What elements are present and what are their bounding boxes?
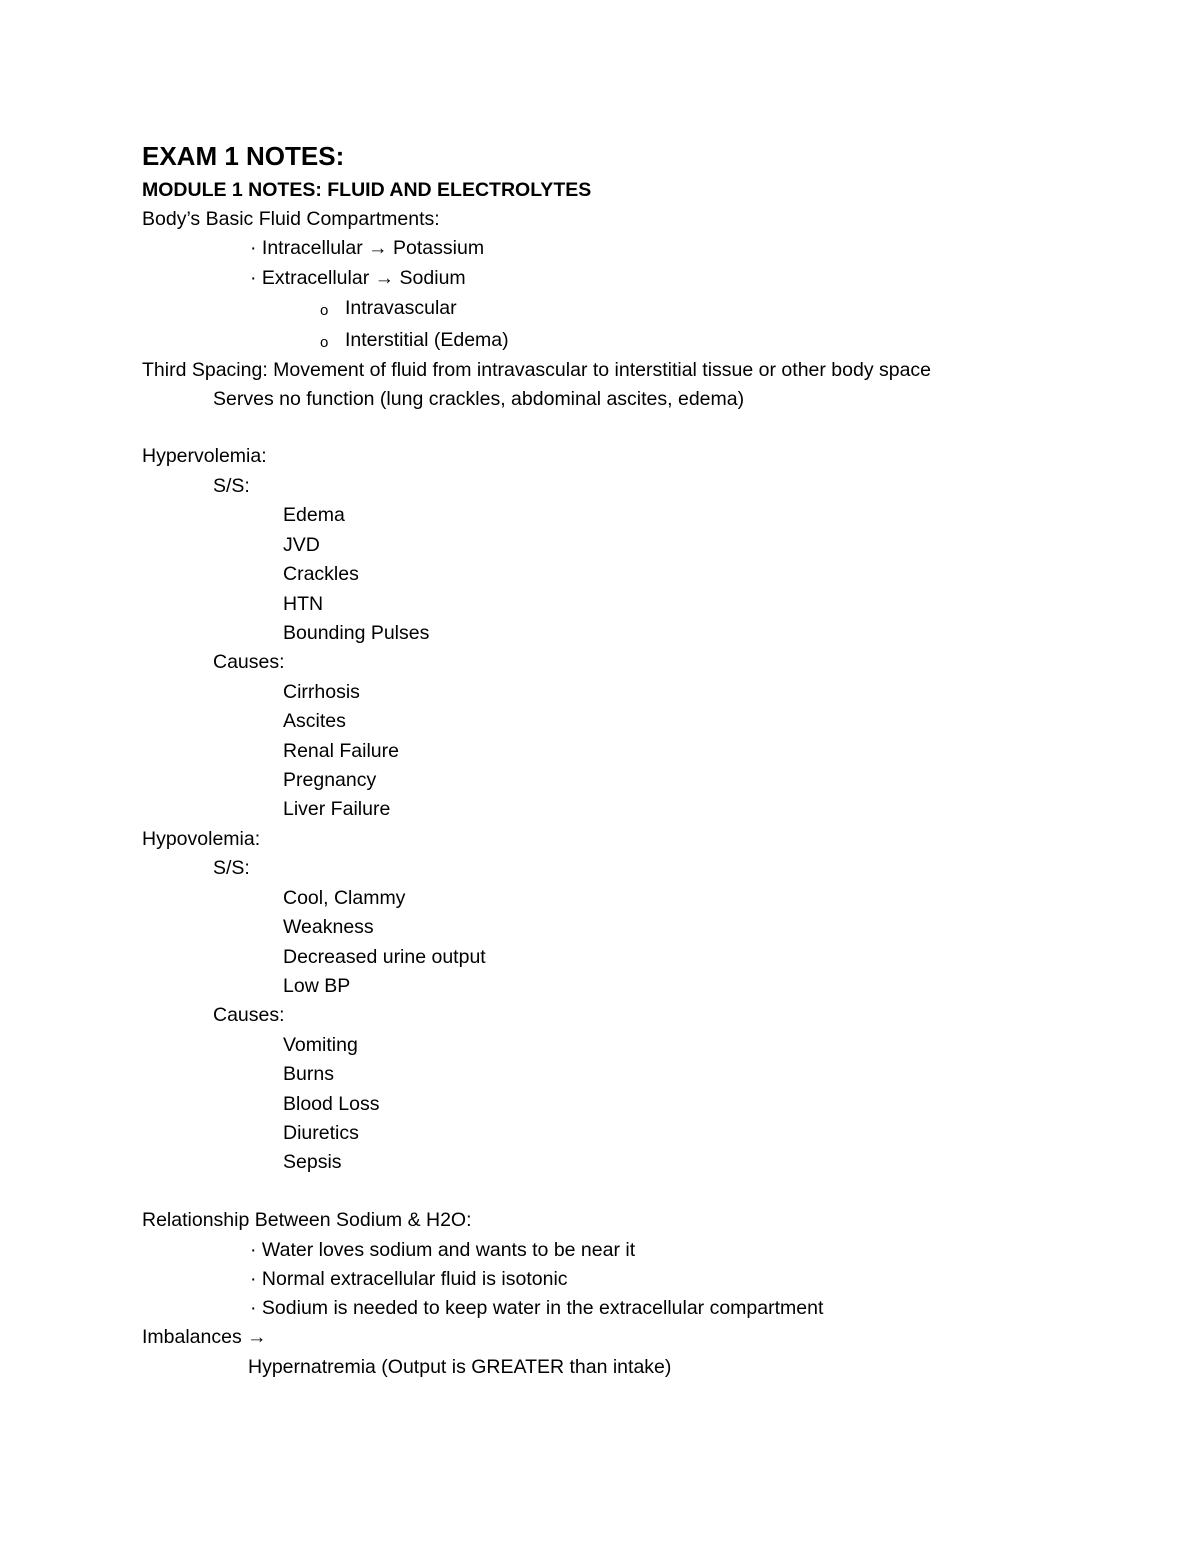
sodium-water-item: · Sodium is needed to keep water in the extracellular compartment	[250, 1297, 824, 1319]
symptom-item: Decreased urine output	[283, 946, 486, 968]
symptom-item: Edema	[283, 504, 345, 526]
cause-item: Blood Loss	[283, 1093, 380, 1115]
fluid-compartments-label: Body’s Basic Fluid Compartments:	[142, 208, 440, 230]
page-title: EXAM 1 NOTES:	[142, 141, 345, 171]
imbalance-item: Hypernatremia (Output is GREATER than intake)	[248, 1356, 672, 1378]
symptom-item: Crackles	[283, 563, 359, 585]
bullet-marker: o	[320, 302, 329, 319]
hypovolemia-ss-label: S/S:	[213, 857, 250, 879]
sodium-water-label: Relationship Between Sodium & H2O:	[142, 1209, 472, 1231]
imbalances-label: Imbalances →	[142, 1326, 267, 1348]
symptom-item: JVD	[283, 534, 320, 556]
sodium-water-item: · Water loves sodium and wants to be near it	[250, 1239, 636, 1261]
third-spacing-line: Third Spacing: Movement of fluid from intravascular to interstitial tissue or other body space	[142, 359, 932, 381]
compartment-subitem: Intravascular	[345, 297, 457, 319]
bullet-marker: o	[320, 334, 329, 351]
hypovolemia-causes-label: Causes:	[213, 1004, 285, 1026]
sodium-water-item: · Normal extracellular fluid is isotonic	[250, 1268, 568, 1290]
cause-item: Renal Failure	[283, 740, 399, 762]
cause-item: Cirrhosis	[283, 681, 360, 703]
cause-item: Pregnancy	[283, 769, 377, 791]
symptom-item: Cool, Clammy	[283, 887, 406, 909]
hypervolemia-causes-label: Causes:	[213, 651, 285, 673]
compartment-item: · Extracellular → Sodium	[250, 267, 466, 289]
symptom-item: HTN	[283, 593, 324, 615]
cause-item: Ascites	[283, 710, 346, 732]
cause-item: Diuretics	[283, 1122, 359, 1144]
symptom-item: Weakness	[283, 916, 374, 938]
third-spacing-note: Serves no function (lung crackles, abdominal ascites, edema)	[213, 388, 745, 410]
cause-item: Burns	[283, 1063, 334, 1085]
compartment-item: · Intracellular → Potassium	[250, 237, 485, 259]
hypervolemia-label: Hypervolemia:	[142, 445, 267, 467]
symptom-item: Low BP	[283, 975, 351, 997]
cause-item: Sepsis	[283, 1151, 342, 1173]
cause-item: Vomiting	[283, 1034, 358, 1056]
module-heading: MODULE 1 NOTES: FLUID AND ELECTROLYTES	[142, 179, 592, 201]
cause-item: Liver Failure	[283, 798, 391, 820]
hypervolemia-ss-label: S/S:	[213, 475, 250, 497]
compartment-subitem: Interstitial (Edema)	[345, 329, 509, 351]
symptom-item: Bounding Pulses	[283, 622, 430, 644]
hypovolemia-label: Hypovolemia:	[142, 828, 261, 850]
